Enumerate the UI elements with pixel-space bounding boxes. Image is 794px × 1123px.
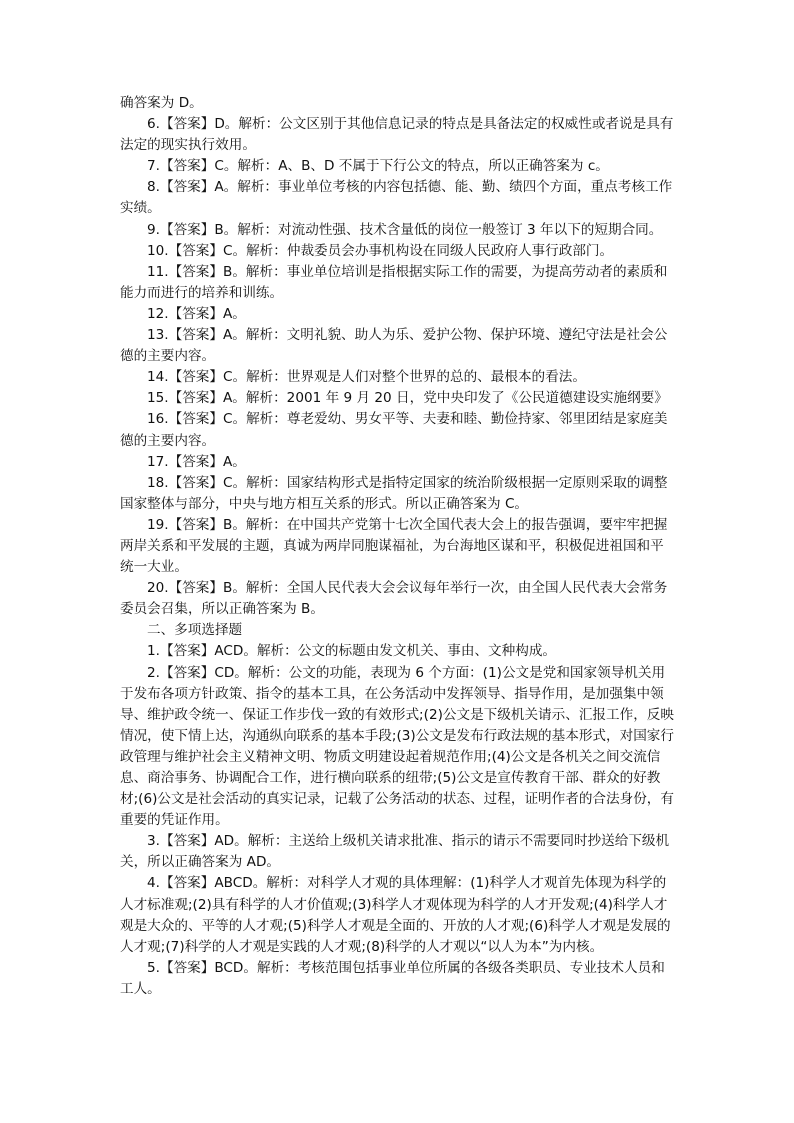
multi-answer-2: 2.【答案】CD。解析：公文的功能，表现为 6 个方面：(1)公文是党和国家领导机关用于发布各项方针政策、指令的基本工具，在公务活动中发挥领导、指导作用，是加强集中领导、维护政令统一、保证工作步伐一致的有效形式;(2)公文是下级机关请示、汇报工作，反映情况，使下情上达，沟通纵向联系的基本手段;(3)公文是发布行政法规的基本形式，对国家行政管理与维护社会主义精神文明、物质文明建设起着规范作用;(4)公文是各机关之间交流信息、商洽事务、协调配合工作，进行横向联系的纽带;(5)公文是宣传教育干部、群众的好教材;(6)公文是社会活动的真实记录，记载了公务活动的状态、过程，证明作者的合法身份，有重要的凭证作用。 <box>120 664 674 829</box>
answer-18: 18.【答案】C。解析：国家结构形式是指特定国家的统治阶级根据一定原则采取的调整国家整体与部分，中央与地方相互关系的形式。所以正确答案为 C。 <box>120 474 668 512</box>
answer-6: 6.【答案】D。解析：公文区别于其他信息记录的特点是具备法定的权威性或者说是具有法定的现实执行效用。 <box>120 116 674 154</box>
answer-15: 15.【答案】A。解析：2001 年 9 月 20 日，党中央印发了《公民道德建设实施纲要》 <box>147 390 668 407</box>
answer-12: 12.【答案】A。 <box>147 305 246 322</box>
multi-answer-1: 1.【答案】ACD。解析：公文的标题由发文机关、事由、文种构成。 <box>147 643 557 660</box>
answer-17: 17.【答案】A。 <box>147 453 246 470</box>
answer-8: 8.【答案】A。解析：事业单位考核的内容包括德、能、勤、绩四个方面，重点考核工作实绩。 <box>120 179 673 217</box>
answer-7: 7.【答案】C。解析：A、B、D 不属于下行公文的特点，所以正确答案为 c。 <box>147 158 609 175</box>
multi-answer-4: 4.【答案】ABCD。解析：对科学人才观的具体理解：(1)科学人才观首先体现为科学的人才标准观;(2)具有科学的人才价值观;(3)科学人才观体现为科学的人才开发观;(4)科学人才观是大众的、平等的人才观;(5)科学人才观是全面的、开放的人才观;(6)科学人才观是发展的人才观;(7)科学的人才观是实践的人才观;(8)科学的人才观以“以人为本”为内核。 <box>120 875 671 955</box>
answer-16: 16.【答案】C。解析：尊老爱幼、男女平等、夫妻和睦、勤俭持家、邻里团结是家庭美德的主要内容。 <box>120 411 668 449</box>
text-line: 确答案为 D。 <box>120 95 203 111</box>
answer-9: 9.【答案】B。解析：对流动性强、技术含量低的岗位一般签订 3 年以下的短期合同。 <box>147 221 663 238</box>
multi-answer-3: 3.【答案】AD。解析：主送给上级机关请求批准、指示的请示不需要同时抄送给下级机关，所以正确答案为 AD。 <box>120 833 670 871</box>
document-body <box>120 93 676 1000</box>
answer-20: 20.【答案】B。解析：全国人民代表大会会议每年举行一次，由全国人民代表大会常务委员会召集，所以正确答案为 B。 <box>120 580 668 618</box>
answer-14: 14.【答案】C。解析：世界观是人们对整个世界的总的、最根本的看法。 <box>147 369 586 386</box>
answer-19: 19.【答案】B。解析：在中国共产党第十七次全国代表大会上的报告强调，要牢牢把握两岸关系和平发展的主题，真诚为两岸同胞谋福祉，为台海地区谋和平，积极促进祖国和平统一大业。 <box>120 516 668 576</box>
section-heading: 二、多项选择题 <box>147 622 243 639</box>
answer-10: 10.【答案】C。解析：仲裁委员会办事机构设在同级人民政府人事行政部门。 <box>147 242 614 259</box>
multi-answer-5: 5.【答案】BCD。解析：考核范围包括事业单位所属的各级各类职员、专业技术人员和工人。 <box>120 959 665 997</box>
answer-11: 11.【答案】B。解析：事业单位培训是指根据实际工作的需要，为提高劳动者的素质和能力而进行的培养和训练。 <box>120 263 668 301</box>
answer-13: 13.【答案】A。解析：文明礼貌、助人为乐、爱护公物、保护环境、遵纪守法是社会公德的主要内容。 <box>120 327 668 365</box>
